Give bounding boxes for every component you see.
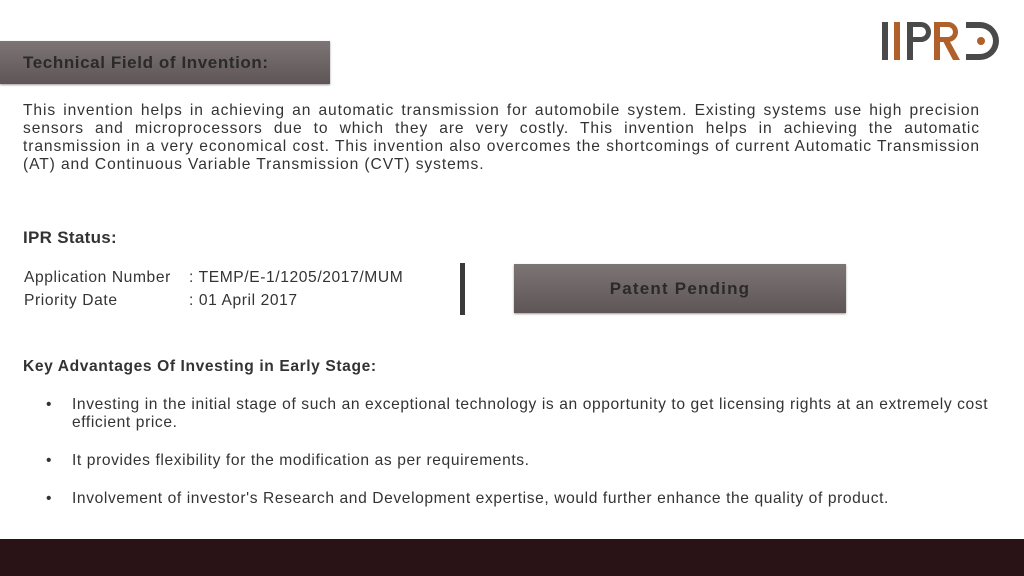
invention-description: This invention helps in achieving an automatic transmission for automobile system. Existing systems use high precision sensors and microprocessors due to which they are very costly. This invention helps in achieving the automatic transmission in a very economical cost. This invention also overcomes the shortcomings of current Automatic Transmission (AT) and Continuous Variable Transmission (CVT) systems. bbox=[23, 102, 980, 173]
application-number-row bbox=[24, 269, 403, 287]
advantages-list bbox=[46, 396, 996, 508]
bullet-icon: • bbox=[46, 490, 53, 507]
list-item bbox=[46, 452, 996, 490]
patent-status-text: Patent Pending bbox=[609, 278, 751, 298]
section-header bbox=[0, 41, 330, 84]
application-number-value: : TEMP/E-1/1205/2017/MUM bbox=[189, 269, 404, 286]
divider-bar bbox=[460, 263, 465, 315]
list-item-text: Involvement of investor's Research and Development expertise, would further enhance the quality of product. bbox=[72, 490, 889, 507]
list-item-text: Investing in the initial stage of such an exceptional technology is an opportunity to get licensing rights at an extremely cost efficient price. bbox=[72, 396, 989, 431]
priority-date-row bbox=[24, 292, 298, 310]
list-item bbox=[46, 396, 996, 452]
section-header-title: Technical Field of Invention: bbox=[23, 53, 269, 72]
list-item-text: It provides flexibility for the modification as per requirements. bbox=[72, 452, 530, 469]
iiprd-logo bbox=[880, 18, 1010, 64]
list-item bbox=[46, 490, 996, 508]
key-advantages-title: Key Advantages Of Investing in Early Stage: bbox=[23, 358, 377, 375]
bullet-icon: • bbox=[46, 452, 53, 469]
application-number-label: Application Number bbox=[24, 269, 171, 286]
bullet-icon: • bbox=[46, 396, 53, 413]
priority-date-label: Priority Date bbox=[24, 292, 118, 309]
patent-status-badge bbox=[514, 264, 846, 313]
ipr-status-title: IPR Status: bbox=[23, 228, 117, 247]
footer-bar bbox=[0, 539, 1024, 576]
priority-date-value: : 01 April 2017 bbox=[189, 292, 298, 309]
